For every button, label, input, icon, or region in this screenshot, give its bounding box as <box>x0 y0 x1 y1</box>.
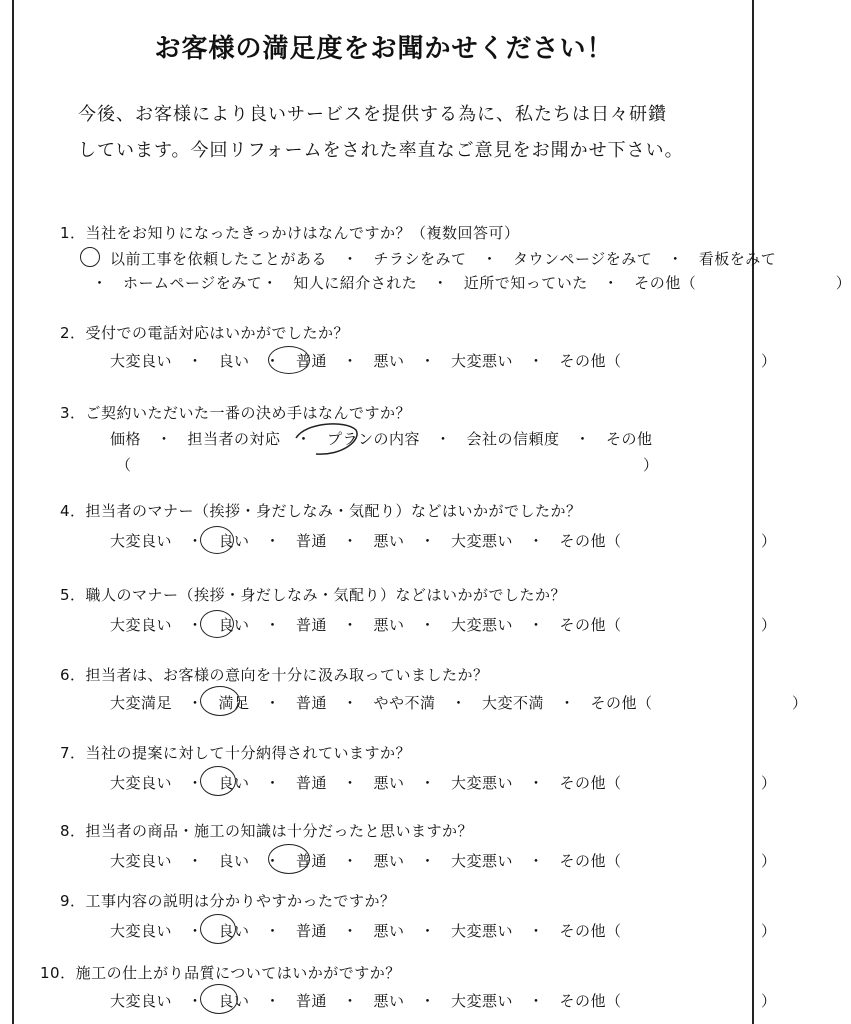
selection-mark-q6 <box>200 686 240 716</box>
selection-mark-q5 <box>200 610 234 638</box>
question-3: 3．ご契約いただいた一番の決め手はなんですか？ <box>60 404 412 422</box>
selection-mark-q8 <box>268 844 310 874</box>
selection-mark-q2 <box>268 346 310 374</box>
question-8-options: 大変良い ・ 良い ・ 普通 ・ 悪い ・ 大変悪い ・ その他（ ） <box>110 852 777 870</box>
question-10: 10．施工の仕上がり品質についてはいかがですか？ <box>40 964 401 982</box>
question-1: 1．当社をお知りになったきっかけはなんですか？（複数回答可） <box>60 224 520 242</box>
question-7: 7．当社の提案に対して十分納得されていますか？ <box>60 744 412 762</box>
selection-mark-q9 <box>200 914 236 944</box>
question-3-options-line-2: （ ） <box>116 456 659 474</box>
question-1-options-line-2: ・ ホームページをみて・ 知人に紹介された ・ 近所で知っていた ・ その他（ ） <box>92 274 851 292</box>
question-6-options: 大変満足 ・ 満足 ・ 普通 ・ やや不満 ・ 大変不満 ・ その他（ ） <box>110 694 808 712</box>
question-5: 5．職人のマナー（挨拶・身だしなみ・気配り）などはいかがでしたか？ <box>60 586 567 604</box>
page-title: お客様の満足度をお聞かせください！ <box>154 34 614 64</box>
question-10-options: 大変良い ・ 良い ・ 普通 ・ 悪い ・ 大変悪い ・ その他（ ） <box>110 992 777 1010</box>
intro-line-1: 今後、お客様により良いサービスを提供する為に、私たちは日々研鑽 <box>78 104 667 125</box>
question-9-options: 大変良い ・ 良い ・ 普通 ・ 悪い ・ 大変悪い ・ その他（ ） <box>110 922 777 940</box>
selection-mark-q3 <box>286 418 366 462</box>
selection-mark-q7 <box>200 766 236 796</box>
selection-mark-q1 <box>80 247 100 267</box>
question-5-options: 大変良い ・ 良い ・ 普通 ・ 悪い ・ 大変悪い ・ その他（ ） <box>110 616 777 634</box>
question-1-options-line-1: 以前工事を依頼したことがある ・ チラシをみて ・ タウンページをみて ・ 看板をみて <box>110 250 777 268</box>
question-2-options: 大変良い ・ 良い ・ 普通 ・ 悪い ・ 大変悪い ・ その他（ ） <box>110 352 777 370</box>
question-4-options: 大変良い ・ 良い ・ 普通 ・ 悪い ・ 大変悪い ・ その他（ ） <box>110 532 777 550</box>
selection-mark-q10 <box>200 984 238 1014</box>
question-6: 6．担当者は、お客様の意向を十分に汲み取っていましたか？ <box>60 666 489 684</box>
intro-line-2: しています。今回リフォームをされた率直なご意見をお聞かせ下さい。 <box>78 140 684 161</box>
selection-mark-q4 <box>200 526 234 554</box>
question-7-options: 大変良い ・ 良い ・ 普通 ・ 悪い ・ 大変悪い ・ その他（ ） <box>110 774 777 792</box>
question-3-options-line-1: 価格 ・ 担当者の対応 ・ プランの内容 ・ 会社の信頼度 ・ その他 <box>110 430 653 448</box>
question-9: 9．工事内容の説明は分かりやすかったですか？ <box>60 892 396 910</box>
page-border-left <box>12 0 14 1024</box>
question-4: 4．担当者のマナー（挨拶・身だしなみ・気配り）などはいかがでしたか？ <box>60 502 582 520</box>
question-2: 2．受付での電話対応はいかがでしたか？ <box>60 324 350 342</box>
question-8: 8．担当者の商品・施工の知識は十分だったと思いますか？ <box>60 822 474 840</box>
